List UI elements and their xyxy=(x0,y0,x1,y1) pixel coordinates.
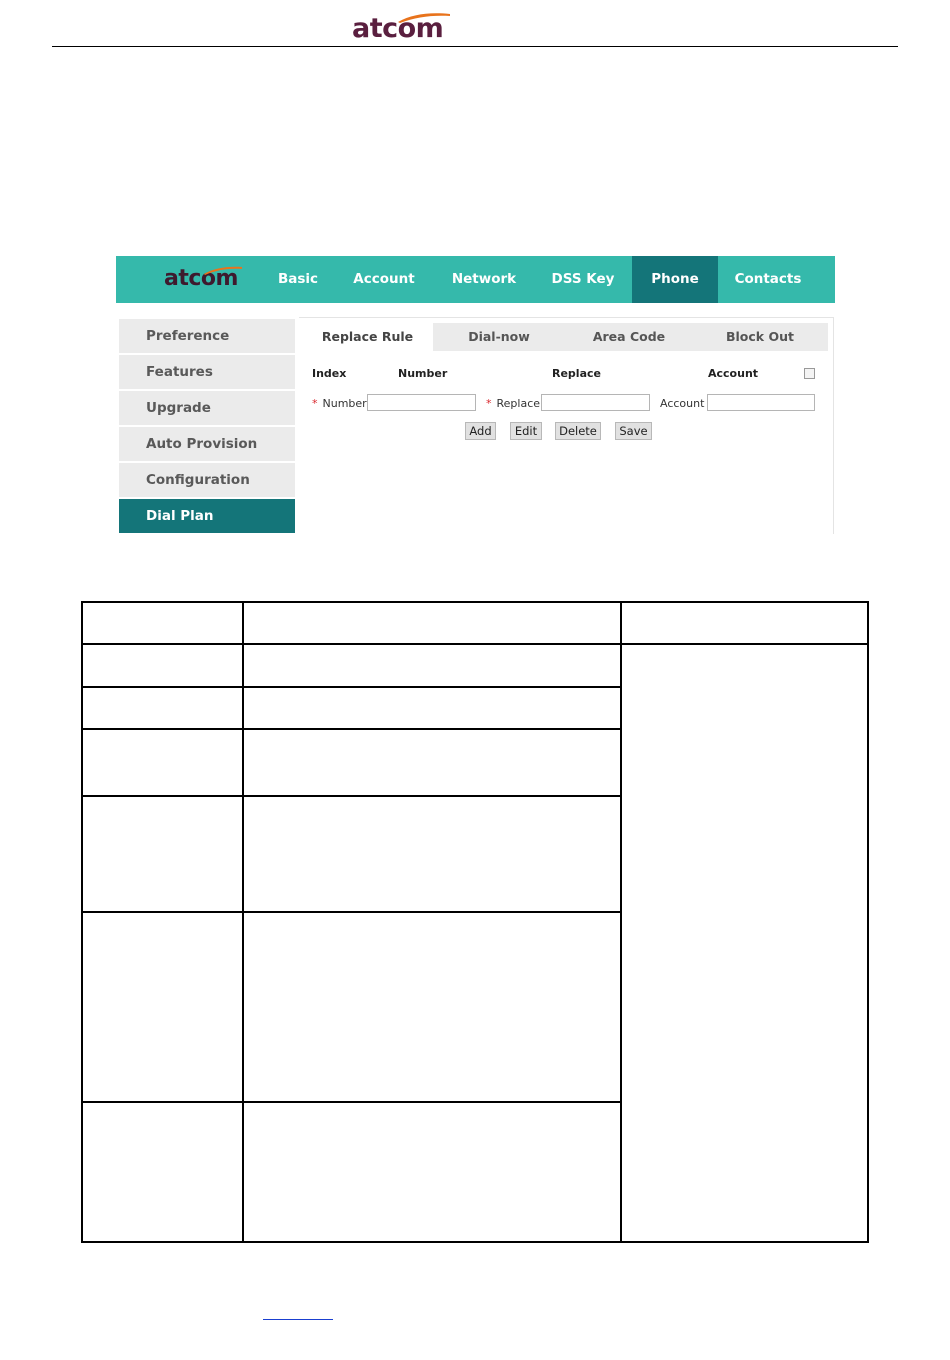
number-input[interactable] xyxy=(367,394,476,411)
select-all-checkbox[interactable] xyxy=(804,368,815,379)
save-button[interactable]: Save xyxy=(615,422,652,440)
logo-swoosh-icon xyxy=(396,10,452,24)
sidebar-item-preference[interactable]: Preference xyxy=(119,319,295,353)
column-header-replace: Replace xyxy=(552,367,601,380)
tab-block-out[interactable]: Block Out xyxy=(726,329,794,344)
column-header-index: Index xyxy=(312,367,347,380)
number-label-text: Number xyxy=(322,397,367,410)
replace-input[interactable] xyxy=(541,394,650,411)
sidebar-item-features[interactable]: Features xyxy=(119,355,295,389)
required-marker: * xyxy=(312,397,318,410)
replace-field-label xyxy=(486,397,540,410)
tab-dial-now[interactable]: Dial-now xyxy=(468,329,530,344)
nav-phone[interactable]: Phone xyxy=(632,256,718,303)
number-field-label xyxy=(312,397,367,410)
phone-web-ui-screenshot xyxy=(116,256,835,534)
tab-bar xyxy=(302,323,828,351)
table-grid xyxy=(81,601,869,1243)
column-header-number: Number xyxy=(398,367,448,380)
header-divider xyxy=(52,46,898,47)
column-header-account: Account xyxy=(708,367,759,380)
nav-basic[interactable]: Basic xyxy=(277,271,319,287)
edit-button[interactable]: Edit xyxy=(510,422,542,440)
document-logo xyxy=(352,10,452,44)
parameter-table xyxy=(81,601,869,1243)
account-input[interactable] xyxy=(707,394,815,411)
document-logo-text: atcom xyxy=(352,13,444,44)
account-field-label: Account xyxy=(660,397,705,410)
brand-swoosh-icon xyxy=(202,264,244,276)
nav-account[interactable]: Account xyxy=(353,271,415,287)
nav-contacts[interactable]: Contacts xyxy=(734,271,802,287)
ui-brand-text: atcom xyxy=(164,266,238,291)
nav-network[interactable]: Network xyxy=(451,271,517,287)
dial-plan-panel xyxy=(299,317,834,534)
ui-brand-logo xyxy=(164,264,244,296)
tab-area-code[interactable]: Area Code xyxy=(592,329,666,344)
nav-dss-key[interactable]: DSS Key xyxy=(551,271,615,287)
sidebar-item-configuration[interactable]: Configuration xyxy=(119,463,295,497)
add-button[interactable]: Add xyxy=(465,422,496,440)
footer-link-underline[interactable] xyxy=(263,1319,333,1320)
sidebar-item-auto-provision[interactable]: Auto Provision xyxy=(119,427,295,461)
sidebar-item-upgrade[interactable]: Upgrade xyxy=(119,391,295,425)
tab-replace-rule[interactable]: Replace Rule xyxy=(302,323,433,351)
required-marker: * xyxy=(486,397,492,410)
top-navigation-bar xyxy=(116,256,835,303)
delete-button[interactable]: Delete xyxy=(555,422,601,440)
replace-label-text: Replace xyxy=(496,397,541,410)
sidebar-item-dial-plan[interactable]: Dial Plan xyxy=(119,499,295,533)
sidebar-menu xyxy=(119,319,295,534)
